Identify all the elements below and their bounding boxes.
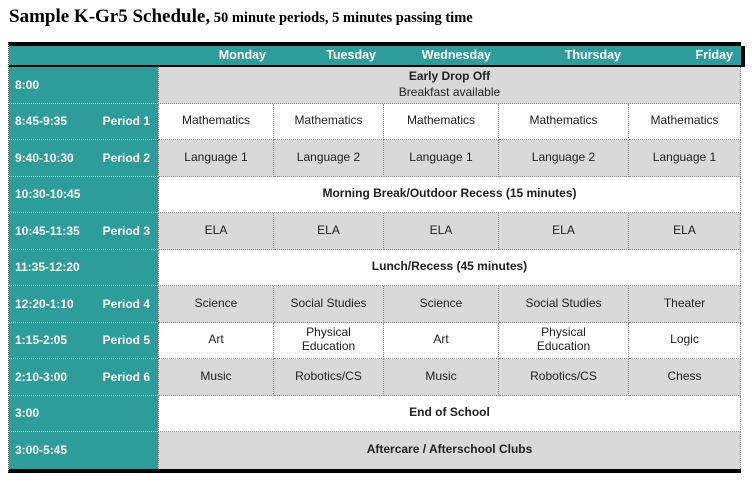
subject-label: ELA (673, 222, 696, 237)
subject-cell (629, 323, 741, 360)
subject-cell (158, 140, 274, 177)
subject-label: Social Studies (525, 295, 602, 310)
subject-label: ELA (552, 222, 575, 237)
subject-cell (499, 359, 629, 396)
subject-cell (384, 286, 499, 323)
time-period-cell (9, 432, 158, 469)
schedule-page (0, 6, 752, 473)
subject-label: Art (208, 332, 224, 347)
subject-label: Social Studies (290, 295, 367, 310)
merged-activity-label: Early Drop Off (408, 69, 491, 84)
merged-activity-label: End of School (409, 405, 490, 420)
schedule-row (9, 250, 741, 287)
subject-cell (158, 286, 274, 323)
subject-label: Theater (663, 295, 706, 310)
subject-label: Art (433, 332, 449, 347)
subject-label: Physical Education (536, 325, 591, 354)
schedule-row (9, 396, 741, 433)
schedule-row (9, 67, 741, 104)
subject-label: Robotics/CS (295, 368, 362, 383)
day-header-tuesday: Tuesday (326, 48, 376, 62)
time-label: 8:00 (15, 77, 40, 92)
subject-label: Language 2 (531, 149, 596, 164)
subject-cell (499, 323, 629, 360)
period-label: Period 4 (102, 296, 150, 311)
merged-activity-label: Aftercare / Afterschool Clubs (366, 442, 533, 457)
subject-label: Robotics/CS (530, 368, 597, 383)
subject-label: Mathematics (406, 113, 476, 128)
subject-label: Language 1 (652, 149, 717, 164)
time-period-cell (9, 213, 158, 250)
subject-cell (274, 286, 384, 323)
time-period-cell (9, 359, 158, 396)
subject-label: Science (419, 295, 463, 310)
subject-cell (499, 140, 629, 177)
period-label: Period 5 (102, 333, 150, 348)
schedule-row (9, 104, 741, 141)
subject-label: Language 1 (184, 149, 248, 164)
day-header-friday: Friday (695, 48, 733, 62)
subject-cell (274, 359, 384, 396)
subject-cell (629, 359, 741, 396)
subject-cell (384, 140, 499, 177)
schedule-row (9, 213, 741, 250)
time-label: 11:35-12:20 (15, 260, 80, 275)
subject-label: ELA (204, 222, 228, 237)
subject-label: Mathematics (650, 113, 719, 128)
time-period-cell (9, 323, 158, 360)
time-period-cell (9, 250, 158, 287)
subject-label: ELA (317, 222, 340, 237)
time-label: 10:45-11:35 (15, 223, 80, 238)
subject-label: Music (200, 368, 232, 383)
subject-label: Physical Education (301, 325, 356, 354)
subject-cell (499, 213, 629, 250)
subject-cell (158, 323, 274, 360)
title-details: 50 minute periods, 5 minutes passing time (210, 10, 473, 26)
subject-cell (384, 104, 499, 141)
subject-cell (384, 323, 499, 360)
schedule-row (9, 359, 741, 396)
period-label: Period 1 (102, 114, 150, 129)
merged-activity-cell (158, 177, 741, 214)
schedule-body (9, 67, 741, 469)
schedule-row (9, 323, 741, 360)
period-label: Period 2 (102, 150, 150, 165)
subject-label: Mathematics (529, 113, 598, 128)
day-header-row (9, 46, 741, 67)
period-label: Period 6 (102, 369, 150, 384)
time-period-cell (9, 104, 158, 141)
subject-label: Language 2 (296, 149, 361, 164)
schedule-row (9, 177, 741, 214)
time-label: 2:10-3:00 (15, 369, 68, 384)
merged-activity-label: Morning Break/Outdoor Recess (15 minutes) (322, 186, 577, 201)
time-label: 10:30-10:45 (15, 187, 81, 202)
merged-activity-cell (158, 432, 741, 469)
time-period-cell (9, 67, 158, 104)
subject-cell (499, 286, 629, 323)
subject-cell (384, 213, 499, 250)
day-header-wednesday: Wednesday (421, 48, 491, 62)
subject-label: ELA (429, 222, 453, 237)
time-label: 3:00 (15, 406, 40, 421)
subject-cell (158, 213, 274, 250)
subject-label: Mathematics (294, 113, 363, 128)
day-header-thursday: Thursday (564, 48, 621, 62)
merged-activity-cell (158, 396, 741, 433)
time-label: 3:00-5:45 (15, 443, 68, 458)
subject-label: Chess (667, 368, 702, 383)
subject-cell (274, 104, 384, 141)
title-main: Sample K-Gr5 Schedule, (9, 6, 211, 27)
page-title (9, 6, 752, 28)
schedule-row (9, 432, 741, 469)
schedule-row (9, 286, 741, 323)
merged-activity-cell (158, 67, 741, 104)
subject-cell (158, 104, 274, 141)
merged-activity-sublabel: Breakfast available (398, 84, 501, 99)
subject-label: Science (194, 295, 238, 310)
time-period-cell (9, 396, 158, 433)
subject-label: Mathematics (181, 113, 251, 128)
schedule-row (9, 140, 741, 177)
time-period-cell (9, 140, 158, 177)
time-label: 9:40-10:30 (15, 150, 74, 165)
merged-activity-label: Lunch/Recess (45 minutes) (371, 259, 528, 274)
subject-cell (629, 213, 741, 250)
time-label: 12:20-1:10 (15, 296, 74, 311)
subject-cell (499, 104, 629, 141)
subject-label: Music (425, 368, 457, 383)
time-period-cell (9, 177, 158, 214)
time-label: 1:15-2:05 (15, 333, 68, 348)
subject-cell (274, 213, 384, 250)
time-label: 8:45-9:35 (15, 114, 68, 129)
subject-cell (629, 140, 741, 177)
subject-cell (274, 140, 384, 177)
subject-label: Language 1 (409, 149, 473, 164)
day-header-monday: Monday (218, 48, 266, 62)
subject-label: Logic (670, 332, 699, 347)
subject-cell (158, 359, 274, 396)
subject-cell (629, 286, 741, 323)
period-label: Period 3 (102, 223, 150, 238)
merged-activity-cell (158, 250, 741, 287)
subject-cell (384, 359, 499, 396)
subject-cell (629, 104, 741, 141)
header-corner-cell (9, 46, 158, 65)
schedule-table (8, 42, 741, 473)
time-period-cell (9, 286, 158, 323)
subject-cell (274, 323, 384, 360)
